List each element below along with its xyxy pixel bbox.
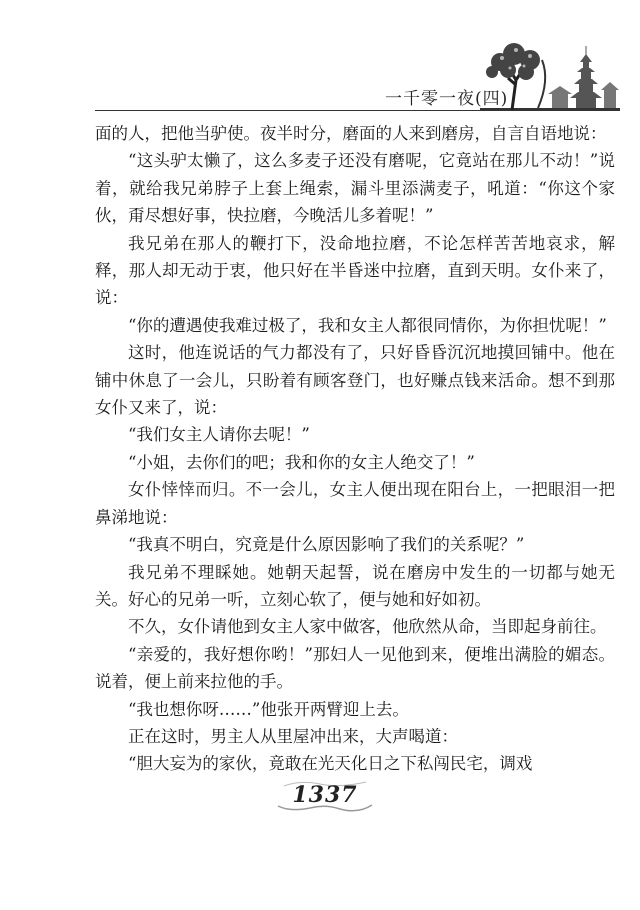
paragraph: 不久，女仆请他到女主人家中做客，他欣然从命，当即起身前往。 xyxy=(128,617,607,637)
paragraph: “亲爱的，我好想你哟！”那妇人一见他到来，便堆出满脸的媚态。说着，便上前来拉他的手。 xyxy=(95,644,615,692)
paragraph: “我也想你呀……”他张开两臂迎上去。 xyxy=(128,699,409,719)
paragraph: 正在这时，男主人从里屋冲出来，大声喝道： xyxy=(128,726,458,746)
paragraph: 女仆悻悻而归。不一会儿，女主人便出现在阳台上，一把眼泪一把鼻涕地说： xyxy=(95,480,615,527)
paragraph: “胆大妄为的家伙，竟敢在光天化日之下私闯民宅，调戏 xyxy=(128,754,533,774)
body-text xyxy=(95,120,615,778)
page-number: 1337 xyxy=(292,782,358,808)
paragraph: 我兄弟不理睬她。她朝天起誓，说在磨房中发生的一切都与她无关。好心的兄弟一听，立刻心软了，便与她和好如初。 xyxy=(95,562,615,609)
paragraph: “这头驴太懒了，这么多麦子还没有磨呢，它竟站在那儿不动！”说着，就给我兄弟脖子上套上绳索，漏斗里添满麦子，吼道：“你这个家伙，甭尽想好事，快拉磨，今晚活儿多着呢！” xyxy=(95,151,615,226)
page-footer xyxy=(270,778,380,812)
page-header xyxy=(0,0,640,125)
paragraph: “小姐，去你们的吧；我和你的女主人绝交了！” xyxy=(128,452,475,472)
paragraph: “我们女主人请你去呢！” xyxy=(128,425,310,445)
paragraph: “我真不明白，究竟是什么原因影响了我们的关系呢？” xyxy=(128,535,525,555)
paragraph: 我兄弟在那人的鞭打下，没命地拉磨，不论怎样苦苦地哀求，解释，那人却无动于衷，他只好在半昏迷中拉磨，直到天明。女仆来了，说： xyxy=(95,233,615,308)
paragraph: 这时，他连说话的气力都没有了，只好昏昏沉沉地摸回铺中。他在铺中休息了一会儿，只盼着有顾客登门，也好赚点钱来活命。想不到那女仆又来了，说： xyxy=(95,343,615,418)
running-header-title: 一千零一夜(四) xyxy=(385,89,509,109)
header-rule xyxy=(95,110,615,111)
paragraph: “你的遭遇使我难过极了，我和女主人都很同情你，为你担忧呢！” xyxy=(128,315,607,335)
paragraph: 面的人，把他当驴使。夜半时分，磨面的人来到磨房，自言自语地说： xyxy=(95,124,607,143)
